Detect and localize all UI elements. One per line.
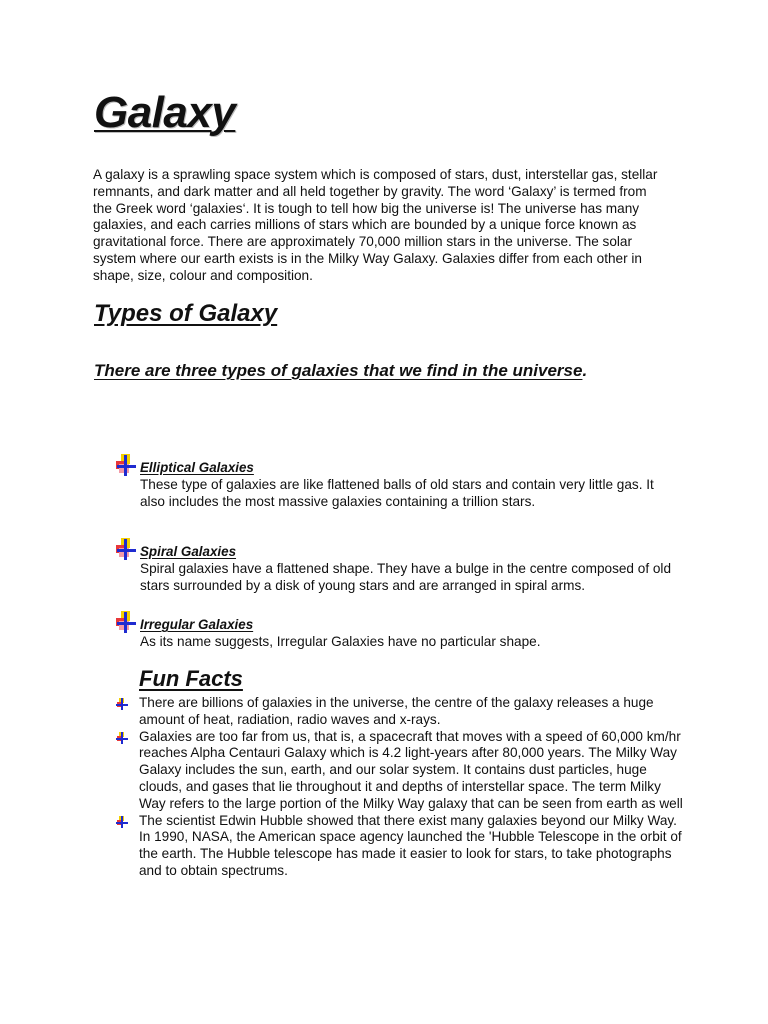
bullet-square-icon — [115, 611, 137, 633]
galaxy-type-body — [140, 460, 680, 511]
types-heading: Types of Galaxy — [94, 300, 278, 327]
galaxy-type-description: Spiral galaxies have a flattened shape. They have a bulge in the centre composed of old stars surrounded by a disk of young stars and are arranged in spiral arms. — [140, 561, 672, 593]
page-title: Galaxy — [94, 88, 236, 137]
galaxy-type-name: Irregular Galaxies — [140, 617, 254, 632]
galaxy-type-name: Spiral Galaxies — [140, 544, 237, 559]
types-subheading-text: There are three types of galaxies that we find in the universe — [94, 361, 583, 380]
bullet-square-icon — [115, 454, 137, 476]
fun-fact-text: The scientist Edwin Hubble showed that there exist many galaxies beyond our Milky Way. In 1990, NASA, the American space agency launched the 'Hubble Telescope in the orbit of the earth. The Hubble telescope has made it easier to look for stars, to take photographs and to obtain spectrums. — [139, 812, 682, 878]
galaxy-type-description: These type of galaxies are like flattened balls of old stars and contain very little gas. It also includes the most massive galaxies containing a trillion stars. — [140, 477, 654, 509]
fun-fact-item — [114, 695, 684, 729]
bullet-square-icon — [116, 698, 128, 710]
galaxy-type-name: Elliptical Galaxies — [140, 460, 254, 475]
intro-paragraph: A galaxy is a sprawling space system which is composed of stars, dust, interstellar gas, stellar remnants, and dark matter and all held together by gravity. The word ‘Galaxy’ is termed from the Greek word ‘galaxies‘. It is tough to tell how big the universe is! The universe has many galaxies, and each carries millions of stars which are bounded by a unique force known as gravitational force. There are approximately 70,000 million stars in the universe. The solar system where our earth exists is in the Milky Way Galaxy. Galaxies differ from each other in shape, size, colour and composition. — [93, 167, 658, 283]
bullet-square-icon — [116, 816, 128, 828]
types-subheading-period: . — [582, 361, 588, 380]
fun-facts-list — [114, 695, 684, 880]
fun-facts-heading: Fun Facts — [139, 666, 243, 691]
galaxy-type-description: As its name suggests, Irregular Galaxies have no particular shape. — [140, 634, 541, 649]
fun-fact-item — [114, 813, 684, 880]
galaxy-type-body — [140, 617, 680, 651]
fun-fact-text: Galaxies are too far from us, that is, a spacecraft that moves with a speed of 60,000 km/hr reaches Alpha Centauri Galaxy which is 4.2 light-years after 80,000 years. The Milky Way Galaxy includes the sun, earth, and our solar system. It contains dust particles, huge clouds, and gases that lie throughout it and depths of interstellar space. The term Milky Way refers to the large portion of the Milky Way galaxy that can be seen from earth as well — [139, 728, 683, 811]
bullet-square-icon — [116, 732, 128, 744]
galaxy-type-body — [140, 544, 680, 595]
types-subheading — [94, 361, 587, 381]
fun-fact-item — [114, 729, 684, 813]
bullet-square-icon — [115, 538, 137, 560]
fun-fact-text: There are billions of galaxies in the universe, the centre of the galaxy releases a huge amount of heat, radiation, radio waves and x-rays. — [139, 695, 654, 727]
